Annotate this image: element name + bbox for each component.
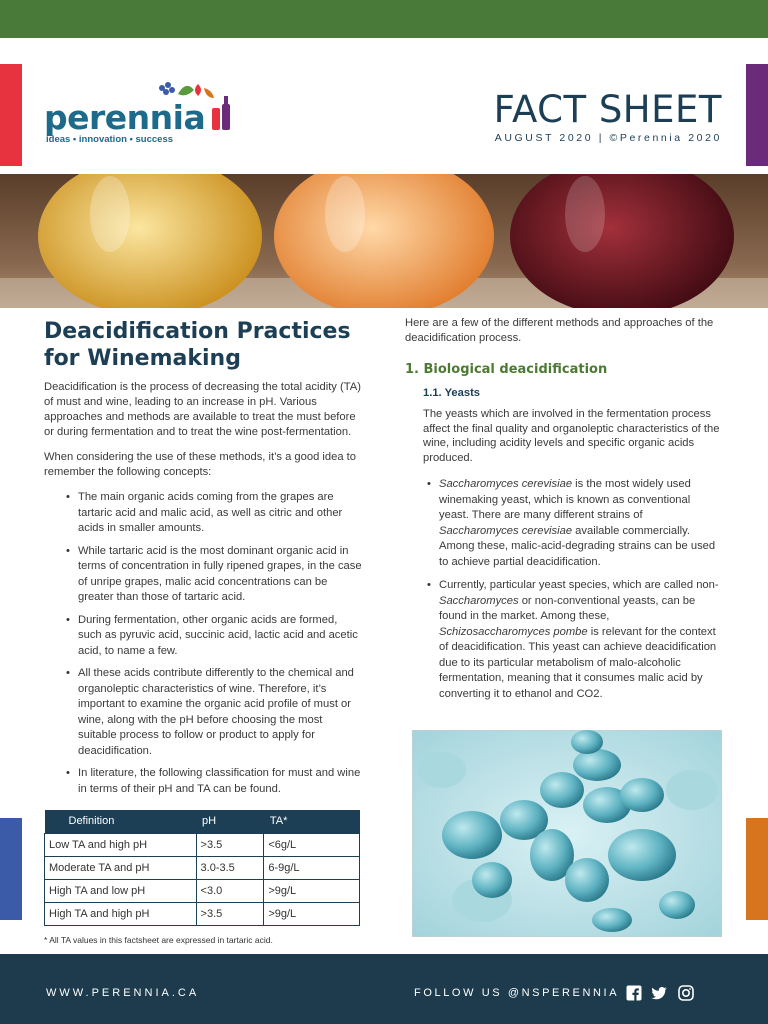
perennia-logo[interactable] xyxy=(44,78,224,145)
table-cell: <6g/L xyxy=(264,833,360,856)
list-text: available commercially. Among these, malic-acid-degrading strains can be used to achieve partial deacidification. xyxy=(439,524,716,568)
facebook-icon[interactable] xyxy=(626,985,642,1001)
top-color-bar xyxy=(0,0,768,38)
species-name: Schizosaccharomyces pombe xyxy=(439,625,588,638)
column-header-definition: Definition xyxy=(45,810,197,833)
column-header-ph: pH xyxy=(196,810,264,833)
species-name: Saccharomyces cerevisiae xyxy=(439,478,573,490)
table-row xyxy=(45,833,360,856)
brand-tagline: ideas • innovation • success xyxy=(46,134,174,145)
article-title xyxy=(44,318,362,372)
table-cell: >9g/L xyxy=(264,879,360,902)
table-row xyxy=(45,902,360,925)
right-column xyxy=(405,316,723,710)
list-text: is relevant for the context of deacidification. This yeast can achieve deacidification due to its particular metabolism of malo-alcoholic fermentation, meaning that it consumes malic acid by converting it to ethanol and CO2. xyxy=(439,625,717,700)
accent-bar-red xyxy=(0,64,22,166)
intro-paragraph: Deacidification is the process of decreasing the total acidity (TA) of must and wine, leading to an increase in pH. Various approaches and methods are available to treat the must before or during fermentation and to treat the wine post-fermentation. xyxy=(44,381,361,438)
table-row xyxy=(45,879,360,902)
list-text: is the most widely used winemaking yeast, which is known as conventional yeast. There are many different strains of xyxy=(439,478,691,521)
methods-intro: Here are a few of the different methods and approaches of the deacidification process. xyxy=(405,317,714,344)
brand-name: perennia xyxy=(44,98,206,137)
table-cell: 3.0-3.5 xyxy=(196,856,264,879)
table-cell: Moderate TA and pH xyxy=(45,856,197,879)
concepts-paragraph: When considering the use of these methods, it’s a good idea to remember the following concepts: xyxy=(44,451,356,478)
date-line: AUGUST 2020 | ©Perennia 2020 xyxy=(494,132,722,144)
list-item: • All these acids contribute differently to the chemical and organoleptic characteristics of wine. Therefore, it’s important to examine the organic acid profile of must or wine, along with the pH before choosing the most suitable process to follow or product to apply for deacidification. xyxy=(66,666,362,759)
list-item: • The main organic acids coming from the grapes are tartaric acid and malic acid, as well as citric and other acids in smaller amounts. xyxy=(66,490,362,537)
ph-ta-classification-table xyxy=(44,810,360,926)
fact-sheet-title: FACT SHEET xyxy=(493,88,722,131)
accent-bar-orange xyxy=(746,818,768,920)
table-cell: Low TA and high pH xyxy=(45,833,197,856)
list-item xyxy=(427,477,723,570)
table-cell: >3.5 xyxy=(196,833,264,856)
left-column xyxy=(44,318,362,804)
table-cell: High TA and high pH xyxy=(45,902,197,925)
list-item: • While tartaric acid is the most dominant organic acid in terms of concentration in fully ripened grapes, in the case of unripe grapes, malic acid concentrations can be greater than those of tartaric acid. xyxy=(66,544,362,606)
list-item: • In literature, the following classification for must and wine in terms of their pH and TA can be found. xyxy=(66,766,362,797)
title-line-2: for Winemaking xyxy=(44,346,241,371)
table-cell: 6-9g/L xyxy=(264,856,360,879)
title-line-1: Deacidification Practices xyxy=(44,319,351,344)
list-item: • During fermentation, other organic acids are formed, such as pyruvic acid, succinic acid, lactic acid and acetic acid, to name a few. xyxy=(66,613,362,660)
yeast-list xyxy=(427,477,723,702)
table-cell: <3.0 xyxy=(196,879,264,902)
website-link[interactable]: WWW.PERENNIA.CA xyxy=(46,987,200,999)
instagram-icon[interactable] xyxy=(678,985,694,1001)
table-cell: High TA and low pH xyxy=(45,879,197,902)
accent-bar-purple xyxy=(746,64,768,166)
table-row xyxy=(45,856,360,879)
concepts-list xyxy=(66,490,362,797)
yeast-microscopy-image xyxy=(412,730,722,937)
subsection-heading: 1.1. Yeasts xyxy=(423,387,481,399)
wine-glasses-hero-image xyxy=(0,174,768,308)
follow-us-text: FOLLOW US @NSPERENNIA xyxy=(414,987,620,999)
list-text: or non-conventional yeasts, can be found in the market. Among these, xyxy=(439,594,696,622)
table-cell: >9g/L xyxy=(264,902,360,925)
table-header-row xyxy=(45,810,360,833)
twitter-icon[interactable] xyxy=(651,985,667,1001)
table-cell: >3.5 xyxy=(196,902,264,925)
page-footer xyxy=(0,954,768,1024)
section-heading: 1. Biological deacidification xyxy=(405,362,608,377)
column-header-ta: TA* xyxy=(264,810,360,833)
species-name: Saccharomyces xyxy=(439,594,519,607)
list-text: Currently, particular yeast species, which are called non- xyxy=(439,579,719,591)
species-name: Saccharomyces cerevisiae xyxy=(439,524,573,537)
table-footnote: * All TA values in this factsheet are expressed in tartaric acid. xyxy=(44,935,273,945)
yeasts-paragraph: The yeasts which are involved in the fermentation process affect the final quality and organoleptic characteristics of the wine, including acidity levels and specific organic acids produced. xyxy=(423,408,720,464)
list-item xyxy=(427,578,723,702)
accent-bar-blue xyxy=(0,818,22,920)
